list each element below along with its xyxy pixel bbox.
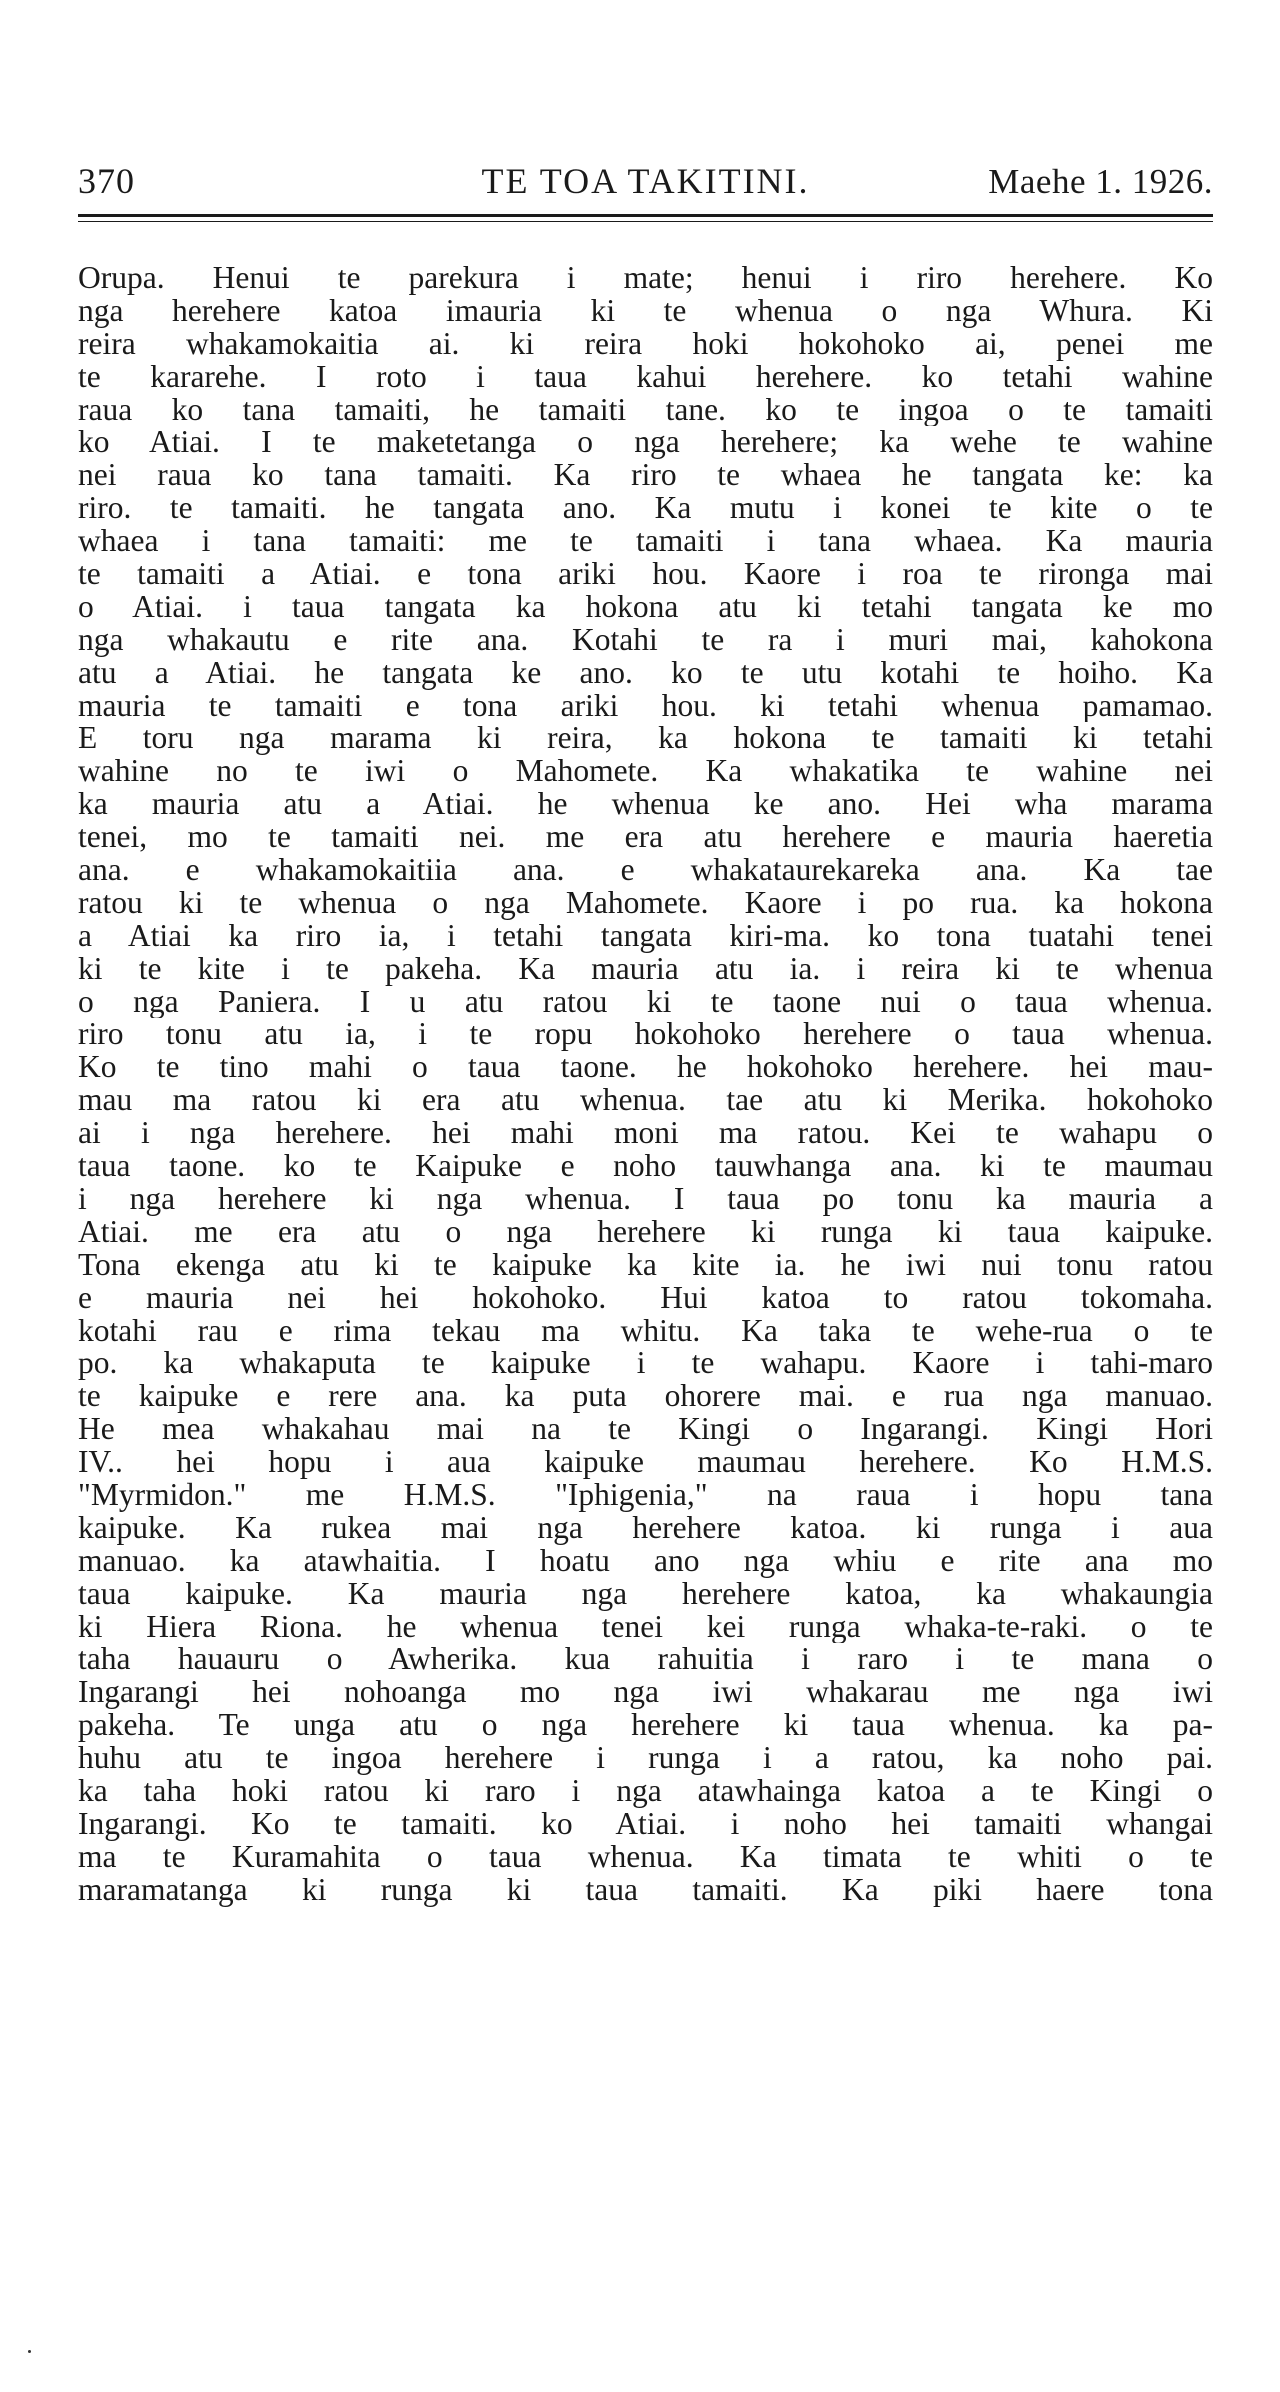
- text-line: manuao. ka atawhaitia. I hoatu ano nga whiu e rite ana mo: [78, 1544, 1213, 1578]
- text-line: Ingarangi. Ko te tamaiti. ko Atiai. i noho hei tamaiti whangai: [78, 1807, 1213, 1841]
- text-line: maramatanga ki runga ki taua tamaiti. Ka piki haere tona: [78, 1873, 1213, 1907]
- text-line: whaea i tana tamaiti: me te tamaiti i tana whaea. Ka mauria: [78, 525, 1213, 559]
- text-line: reira whakamokaitia ai. ki reira hoki hokohoko ai, penei me: [78, 327, 1213, 361]
- text-line: te kaipuke e rere ana. ka puta ohorere mai. e rua nga manuao.: [78, 1380, 1213, 1414]
- text-line: ma te Kuramahita o taua whenua. Ka timata te whiti o te: [78, 1840, 1213, 1874]
- text-line: o nga Paniera. I u atu ratou ki te taone nui o taua whenua.: [78, 985, 1213, 1019]
- text-line: ka taha hoki ratou ki raro i nga atawhainga katoa a te Kingi o: [78, 1774, 1213, 1808]
- text-line: raua ko tana tamaiti, he tamaiti tane. ko te ingoa o te tamaiti: [78, 393, 1213, 427]
- text-line: mau ma ratou ki era atu whenua. tae atu ki Merika. hokohoko: [78, 1084, 1213, 1118]
- text-line: te kararehe. I roto i taua kahui herehere. ko tetahi wahine: [78, 360, 1213, 394]
- text-line: pakeha. Te unga atu o nga herehere ki taua whenua. ka pa-: [78, 1709, 1213, 1743]
- text-line: ratou ki te whenua o nga Mahomete. Kaore i po rua. ka hokona: [78, 886, 1213, 920]
- text-line: nga herehere katoa imauria ki te whenua o nga Whura. Ki: [78, 294, 1213, 328]
- scan-speck: [28, 2350, 31, 2353]
- text-line: nei raua ko tana tamaiti. Ka riro te whaea he tangata ke: ka: [78, 459, 1213, 493]
- text-line: "Myrmidon." me H.M.S. "Iphigenia," na raua i hopu tana: [78, 1478, 1213, 1512]
- text-line: ka mauria atu a Atiai. he whenua ke ano. Hei wha marama: [78, 788, 1213, 822]
- page-header: [78, 160, 1213, 210]
- text-line: ana. e whakamokaitiia ana. e whakataurekareka ana. Ka tae: [78, 854, 1213, 887]
- text-line: o Atiai. i taua tangata ka hokona atu ki tetahi tangata ke mo: [78, 590, 1213, 624]
- text-line: ki te kite i te pakeha. Ka mauria atu ia. i reira ki te whenua: [78, 952, 1213, 986]
- text-line: riro. te tamaiti. he tangata ano. Ka mutu i konei te kite o te: [78, 492, 1213, 526]
- text-line: i nga herehere ki nga whenua. I taua po tonu ka mauria a: [78, 1182, 1213, 1216]
- text-line: Ingarangi hei nohoanga mo nga iwi whakarau me nga iwi: [78, 1676, 1213, 1710]
- text-line: wahine no te iwi o Mahomete. Ka whakatika te wahine nei: [78, 755, 1213, 789]
- header-rule-thick: [78, 214, 1213, 217]
- text-line: tenei, mo te tamaiti nei. me era atu herehere e mauria haeretia: [78, 821, 1213, 855]
- issue-date: Maehe 1. 1926.: [988, 162, 1213, 201]
- text-line: kaipuke. Ka rukea mai nga herehere katoa. ki runga i aua: [78, 1511, 1213, 1545]
- text-line: mauria te tamaiti e tona ariki hou. ki tetahi whenua pamamao.: [78, 689, 1213, 723]
- text-line: ko Atiai. I te maketetanga o nga herehere; ka wehe te wahine: [78, 426, 1213, 460]
- body-text: [78, 262, 1213, 1907]
- text-line: Tona ekenga atu ki te kaipuke ka kite ia. he iwi nui tonu ratou: [78, 1248, 1213, 1282]
- header-rule-thin: [78, 221, 1213, 222]
- text-line: ai i nga herehere. hei mahi moni ma ratou. Kei te wahapu o: [78, 1117, 1213, 1151]
- text-line: huhu atu te ingoa herehere i runga i a ratou, ka noho pai.: [78, 1742, 1213, 1775]
- text-line: Atiai. me era atu o nga herehere ki runga ki taua kaipuke.: [78, 1215, 1213, 1249]
- text-line: kotahi rau e rima tekau ma whitu. Ka taka te wehe-rua o te: [78, 1314, 1213, 1348]
- text-line: E toru nga marama ki reira, ka hokona te tamaiti ki tetahi: [78, 722, 1213, 756]
- text-line: e mauria nei hei hokohoko. Hui katoa to ratou tokomaha.: [78, 1281, 1213, 1315]
- text-line: taha hauauru o Awherika. kua rahuitia i raro i te mana o: [78, 1643, 1213, 1677]
- text-line: Ko te tino mahi o taua taone. he hokohoko herehere. hei mau-: [78, 1051, 1213, 1085]
- text-line: taua kaipuke. Ka mauria nga herehere katoa, ka whakaungia: [78, 1577, 1213, 1611]
- text-line: ki Hiera Riona. he whenua tenei kei runga whaka-te-raki. o te: [78, 1610, 1213, 1644]
- page-number: 370: [78, 161, 135, 201]
- text-line: nga whakautu e rite ana. Kotahi te ra i muri mai, kahokona: [78, 623, 1213, 657]
- text-line: atu a Atiai. he tangata ke ano. ko te utu kotahi te hoiho. Ka: [78, 656, 1213, 690]
- running-title: TE TOA TAKITINI.: [481, 161, 810, 201]
- text-line: po. ka whakaputa te kaipuke i te wahapu. Kaore i tahi-maro: [78, 1347, 1213, 1381]
- text-line: He mea whakahau mai na te Kingi o Ingarangi. Kingi Hori: [78, 1413, 1213, 1447]
- text-line: a Atiai ka riro ia, i tetahi tangata kiri-ma. ko tona tuatahi tenei: [78, 919, 1213, 953]
- text-line: te tamaiti a Atiai. e tona ariki hou. Kaore i roa te rironga mai: [78, 558, 1213, 591]
- text-line: taua taone. ko te Kaipuke e noho tauwhanga ana. ki te maumau: [78, 1150, 1213, 1183]
- text-line: Orupa. Henui te parekura i mate; henui i riro herehere. Ko: [78, 262, 1213, 295]
- text-line: riro tonu atu ia, i te ropu hokohoko herehere o taua whenua.: [78, 1018, 1213, 1052]
- text-line: IV.. hei hopu i aua kaipuke maumau herehere. Ko H.M.S.: [78, 1446, 1213, 1479]
